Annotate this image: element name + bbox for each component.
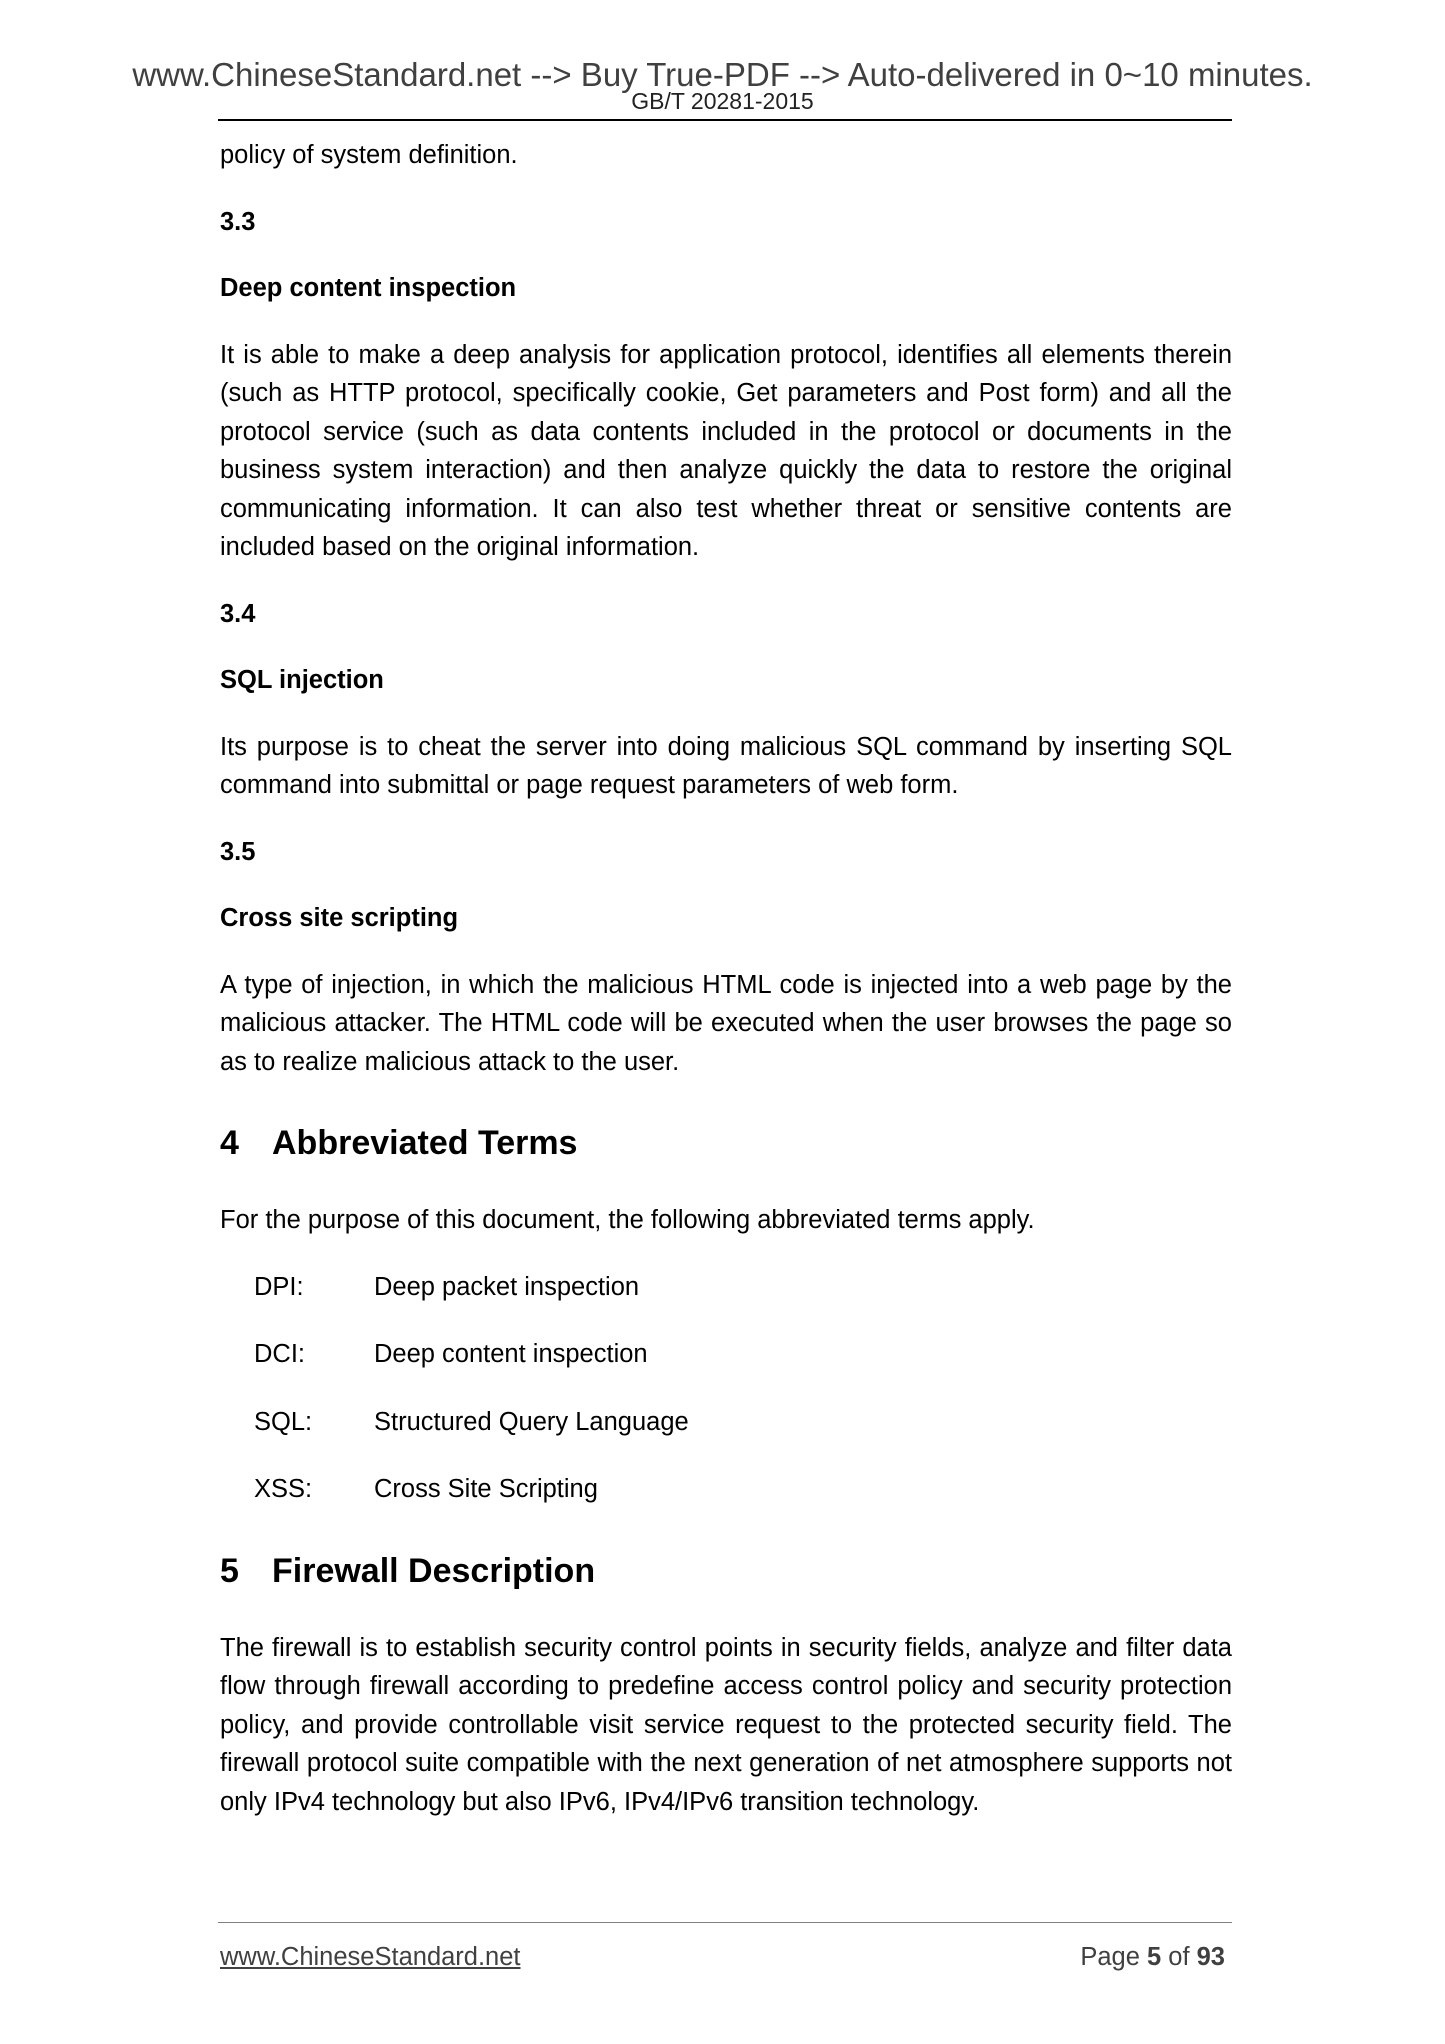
clause-number-3-5: 3.5 xyxy=(220,837,256,866)
abbreviation-value: Deep content inspection xyxy=(374,1340,648,1368)
clause-number-3-4: 3.4 xyxy=(220,599,256,628)
clause-number-3-3: 3.3 xyxy=(220,207,256,236)
firewall-description-text: The firewall is to establish security control points in security fields, analyze and filter data flow through firewall according to predefine access control policy and security protection policy, and provide controllable visit service request to the protected security field. The firewall protocol suite compatible with the next generation of net atmosphere supports not only IPv4 technology but also IPv6, IPv4/IPv6 transition technology. xyxy=(220,1633,1232,1816)
definition-sql-injection: Its purpose is to cheat the server into doing malicious SQL command by inserting SQL command into submittal or page request parameters of web form. xyxy=(220,732,1232,799)
abbreviation-value: Deep packet inspection xyxy=(374,1272,640,1301)
page-indicator xyxy=(1080,1942,1225,1972)
section-heading-firewall-description xyxy=(220,1551,1232,1591)
abbreviation-list xyxy=(254,1268,1232,1509)
abbreviation-row xyxy=(254,1268,1232,1307)
term-deep-content-inspection: Deep content inspection xyxy=(220,274,517,302)
abbreviation-row xyxy=(254,1470,1232,1509)
standard-code: GB/T 20281-2015 xyxy=(631,88,814,114)
section-heading-abbreviated-terms xyxy=(220,1123,1232,1163)
section-number-5: 5 xyxy=(220,1551,239,1590)
page-total: 93 xyxy=(1196,1943,1225,1971)
abbreviation-key: XSS: xyxy=(254,1475,313,1503)
abbreviation-value: Structured Query Language xyxy=(374,1407,689,1436)
header-divider xyxy=(218,119,1232,121)
abbreviation-row xyxy=(254,1335,1232,1374)
footer-site-link[interactable]: www.ChineseStandard.net xyxy=(220,1943,521,1971)
page-prefix: Page xyxy=(1080,1943,1147,1971)
section-title-firewall-description: Firewall Description xyxy=(272,1551,596,1590)
abbreviation-key: SQL: xyxy=(254,1407,313,1436)
abbreviation-key: DPI: xyxy=(254,1272,304,1301)
definition-cross-site-scripting: A type of injection, in which the malicious HTML code is injected into a web page by the malicious attacker. The HTML code will be executed when the user browses the page so as to realize malicious attack to the user. xyxy=(220,970,1232,1076)
footer-divider xyxy=(218,1922,1232,1923)
document-body xyxy=(220,136,1232,1849)
abbreviation-row xyxy=(254,1403,1232,1442)
page-current: 5 xyxy=(1147,1943,1162,1971)
abbreviation-key: DCI: xyxy=(254,1340,305,1368)
site-banner: www.ChineseStandard.net --> Buy True-PDF --> Auto-delivered in 0~10 minutes. xyxy=(132,56,1313,93)
term-cross-site-scripting: Cross site scripting xyxy=(220,904,459,932)
term-sql-injection: SQL injection xyxy=(220,666,384,694)
intro-fragment: policy of system definition. xyxy=(220,141,518,169)
section-number-4: 4 xyxy=(220,1124,239,1162)
abbreviations-intro: For the purpose of this document, the following abbreviated terms apply. xyxy=(220,1206,1035,1234)
page-of: of xyxy=(1161,1943,1197,1971)
definition-deep-content-inspection: It is able to make a deep analysis for application protocol, identifies all elements therein (such as HTTP protocol, specifically cookie, Get parameters and Post form) and all the protocol service (such as data contents included in the protocol or documents in the business system interaction) and then analyze quickly the data to restore the original communicating information. It can also test whether threat or sensitive contents are included based on the original information. xyxy=(220,340,1232,561)
section-title-abbreviated-terms: Abbreviated Terms xyxy=(272,1124,578,1162)
abbreviation-value: Cross Site Scripting xyxy=(374,1475,598,1503)
